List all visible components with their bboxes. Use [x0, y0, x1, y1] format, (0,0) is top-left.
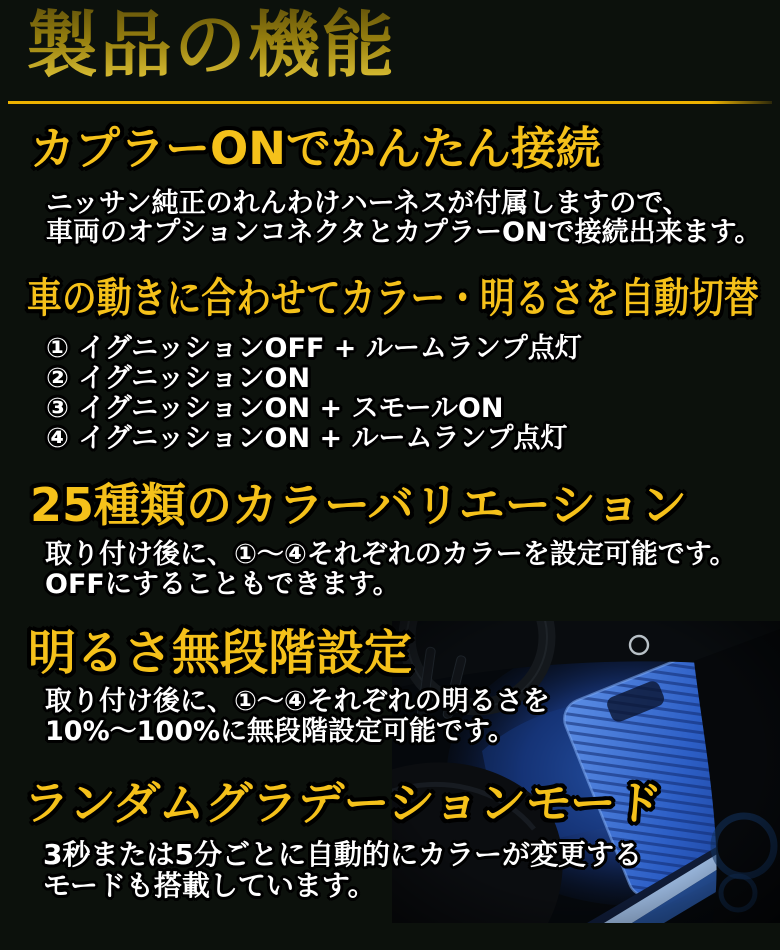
- body-line: 取り付け後に、①～④それぞれのカラーを設定可能です。: [45, 539, 737, 570]
- body-line: 3秒または5分ごとに自動的にカラーが変更する: [43, 838, 642, 871]
- section-coupler-on-body: [46, 189, 761, 247]
- page-title: 製品の機能: [26, 3, 397, 87]
- mode-list-item: ② イグニッションON: [46, 363, 311, 394]
- body-line: 10%～100%に無段階設定可能です。: [45, 716, 515, 747]
- section-heading-color-variation: 25種類のカラーバリエーション: [30, 478, 687, 532]
- body-line: 車両のオプションコネクタとカプラーONで接続出来ます。: [46, 217, 762, 248]
- body-line: OFFにすることもできます。: [45, 569, 400, 600]
- section-heading-brightness: 明るさ無段階設定: [28, 625, 413, 681]
- section-heading-coupler-on: カプラーONでかんたん接続: [30, 122, 601, 175]
- mode-list: [46, 334, 582, 454]
- section-heading-auto-switch: 車の動きに合わせてカラー・明るさを自動切替: [27, 274, 759, 322]
- body-line: 取り付け後に、①～④それぞれの明るさを: [45, 686, 550, 717]
- section-random-gradation-body: [43, 839, 642, 901]
- mode-list-item: ④ イグニッションON + ルームランプ点灯: [46, 423, 568, 454]
- body-line: モードも搭載しています。: [43, 869, 376, 902]
- section-heading-random-gradation: ランダムグラデーションモード: [21, 776, 664, 830]
- mode-list-item: ③ イグニッションON + スモールON: [46, 393, 504, 424]
- title-underline: [8, 101, 772, 104]
- body-line: ニッサン純正のれんわけハーネスが付属しますので、: [46, 188, 690, 219]
- section-color-variation-body: [45, 540, 737, 600]
- mode-list-item: ① イグニッションOFF + ルームランプ点灯: [46, 333, 582, 364]
- section-brightness-body: [45, 687, 550, 747]
